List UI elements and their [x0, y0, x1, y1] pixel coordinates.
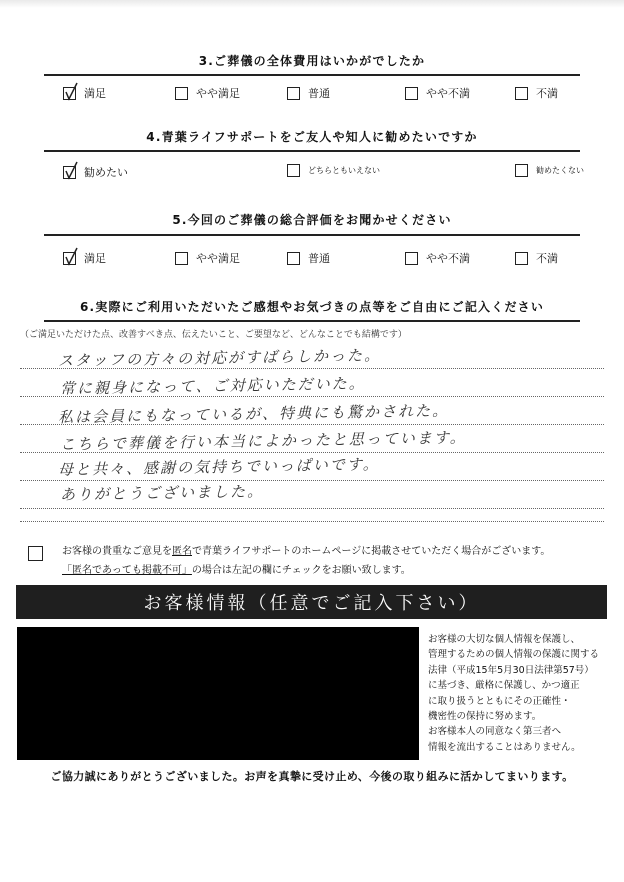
option-label: 勧めたくない [536, 166, 584, 175]
consent-underlined: 「匿名であっても掲載不可」 [62, 565, 192, 576]
handwritten-comment: こちらで葬儀を行い本当によかったと思っています。 [59, 428, 467, 454]
privacy-line: 機密性の保持に努めます。 [428, 711, 542, 723]
privacy-line: 情報を流出することはありません。 [428, 741, 581, 753]
option-satisfied[interactable] [63, 250, 106, 266]
option-label: やや不満 [426, 87, 470, 100]
divider [44, 150, 580, 152]
question-title: 4.青葉ライフサポートをご友人や知人に勧めたいですか [146, 130, 478, 144]
checkbox[interactable] [287, 87, 300, 100]
consent-line-2 [62, 561, 411, 576]
consent-text: で青葉ライフサポートのホームページに掲載させていただく場合がございます。 [192, 546, 551, 557]
privacy-line: 管理するための個人情報の保護に関する [428, 649, 600, 661]
option-neutral[interactable] [287, 250, 330, 266]
no-publish-checkbox[interactable] [28, 546, 43, 561]
customer-info-banner: お客様情報（任意でご記入下さい） [16, 585, 607, 619]
option-label: 不満 [536, 252, 558, 265]
option-neutral[interactable] [287, 85, 330, 101]
writing-line [20, 508, 604, 509]
privacy-line: お客様本人の同意なく第三者へ [428, 726, 562, 738]
option-label: 普通 [308, 252, 330, 265]
privacy-line: に基づき、厳格に保護し、かつ適正 [428, 680, 580, 692]
checkbox[interactable] [287, 164, 300, 177]
writing-line [20, 521, 604, 522]
question-title: 3.ご葬儀の全体費用はいかがでしたか [198, 54, 426, 68]
divider [44, 234, 580, 236]
checkbox[interactable] [175, 87, 188, 100]
option-somewhat-dissatisfied[interactable] [405, 250, 470, 266]
checkbox[interactable] [287, 252, 300, 265]
divider [44, 320, 580, 322]
option-somewhat-satisfied[interactable] [175, 85, 240, 101]
option-label: どちらともいえない [308, 166, 380, 175]
option-label: やや不満 [426, 252, 470, 265]
option-somewhat-satisfied[interactable] [175, 250, 240, 266]
checkbox[interactable] [515, 252, 528, 265]
privacy-line: お客様の大切な個人情報を保護し、 [428, 634, 581, 645]
writing-line [20, 480, 604, 481]
option-label: 満足 [84, 87, 106, 100]
consent-text: お客様の貴重なご意見を [62, 546, 172, 557]
handwritten-comment: 常に親身になって、ご対応いただいた。 [59, 374, 366, 398]
checkbox-checked[interactable] [63, 87, 76, 100]
question-title: 6.実際にご利用いただいたご感想やお気づきの点等をご自由にご記入ください [79, 300, 545, 314]
checkbox[interactable] [175, 252, 188, 265]
checkbox[interactable] [515, 164, 528, 177]
option-undecided[interactable] [287, 164, 380, 177]
option-dissatisfied[interactable] [515, 85, 558, 101]
option-label: 普通 [308, 87, 330, 100]
consent-underlined: 匿名 [172, 546, 192, 557]
handwritten-comment: 母と共々、感謝の気持ちでいっぱいです。 [57, 455, 380, 479]
option-label: 不満 [536, 87, 558, 100]
option-label: やや満足 [196, 252, 240, 265]
scan-edge [0, 0, 624, 8]
handwritten-comment: スタッフの方々の対応がすばらしかった。 [57, 346, 382, 370]
handwritten-comment: ありがとうございました。 [59, 482, 265, 504]
option-label: やや満足 [196, 87, 240, 100]
checkbox-checked[interactable] [63, 166, 76, 179]
option-recommend[interactable] [63, 164, 128, 180]
closing-message: ご協力誠にありがとうございました。お声を真摯に受け止め、今後の取り組みに活かしてまいります。 [50, 770, 574, 783]
option-not-recommend[interactable] [515, 164, 584, 177]
option-satisfied[interactable] [63, 85, 106, 101]
checkbox-checked[interactable] [63, 252, 76, 265]
question-title: 5.今回のご葬儀の総合評価をお聞かせください [172, 213, 452, 227]
checkbox[interactable] [405, 252, 418, 265]
option-label: 満足 [84, 252, 106, 265]
consent-text: の場合は左記の欄にチェックをお願い致します。 [191, 565, 411, 576]
privacy-line: 法律（平成15年5月30日法律第57号） [428, 664, 594, 676]
option-label: 勧めたい [84, 166, 128, 179]
privacy-line: に取り扱うとともにその正確性・ [428, 695, 571, 707]
option-dissatisfied[interactable] [515, 250, 558, 266]
consent-line-1 [62, 542, 550, 557]
redacted-customer-info [17, 627, 419, 760]
checkbox[interactable] [405, 87, 418, 100]
handwritten-comment: 私は会員にもなっているが、特典にも驚かされた。 [57, 401, 450, 427]
checkbox[interactable] [515, 87, 528, 100]
divider [44, 74, 580, 76]
check-mark-icon [63, 161, 79, 181]
check-mark-icon [63, 247, 79, 267]
comment-hint: （ご満足いただけた点、改善すべき点、伝えたいこと、ご要望など、どんなことでも結構です） [20, 330, 407, 340]
check-mark-icon [63, 82, 79, 102]
privacy-notice [428, 632, 604, 755]
option-somewhat-dissatisfied[interactable] [405, 85, 470, 101]
